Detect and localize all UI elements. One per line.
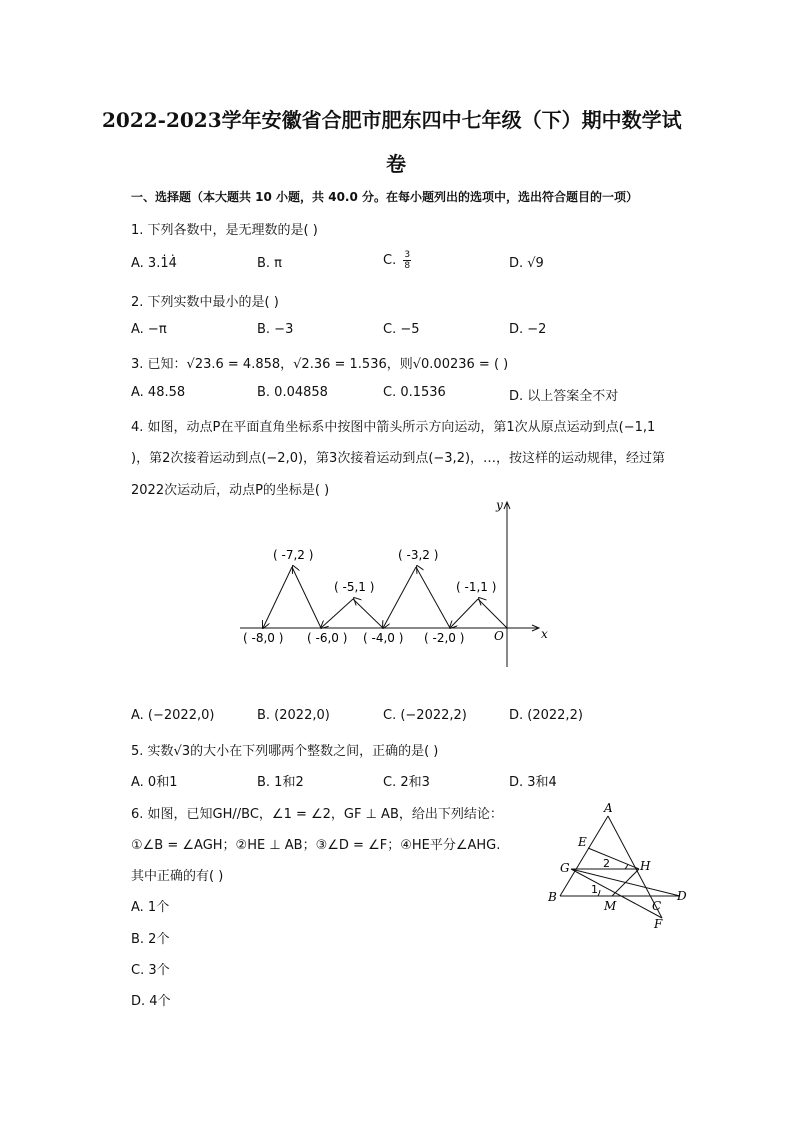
line-HM <box>612 869 639 896</box>
segment-1 <box>478 599 507 628</box>
line-HE <box>588 848 639 869</box>
question-4-line3: 2022次运动后，动点P的坐标是( ) <box>131 483 330 498</box>
segment-4 <box>383 567 416 628</box>
page-title-line1: 2022-2023学年安徽省合肥市肥东四中七年级（下）期中数学试 <box>102 108 682 132</box>
label-point-m1: ( -1,1 ) <box>456 580 497 594</box>
segment-3 <box>416 567 450 628</box>
q4-option-a: A. (−2022,0) <box>131 708 215 723</box>
label-angle-1: 1 <box>591 883 598 896</box>
question-3: 3. 已知：√23.6 = 4.858，√2.36 = 1.536，则√0.00236 = ( ) <box>131 357 509 372</box>
q1-option-c-prefix: C. <box>383 253 397 268</box>
q5-option-d: D. 3和4 <box>509 775 557 790</box>
y-axis-label: y <box>496 498 503 512</box>
label-point-m2: ( -2,0 ) <box>424 631 465 645</box>
section-heading: 一、选择题（本大题共 10 小题，共 40.0 分。在每小题列出的选项中，选出符合题目的一项） <box>131 190 639 204</box>
angle-2-arc <box>625 864 628 869</box>
q4-coordinate-figure <box>230 495 560 675</box>
question-4-line1: 4. 如图，动点P在平面直角坐标系中按图中箭头所示方向运动，第1次从原点运动到点(−1,1 <box>131 420 656 435</box>
q6-option-a: A. 1个 <box>131 900 170 915</box>
q1-option-d: D. √9 <box>509 256 544 271</box>
segment-8 <box>263 567 292 628</box>
arrow-peak-2 <box>417 566 451 627</box>
label-F: F <box>654 917 663 931</box>
line-GF <box>571 869 662 918</box>
label-H: H <box>640 859 651 873</box>
q2-option-d: D. −2 <box>509 322 547 337</box>
segment-6 <box>321 599 353 628</box>
q5-option-b: B. 1和2 <box>257 775 304 790</box>
question-6-line1: 6. 如图，已知GH//BC，∠1 = ∠2，GF ⊥ AB，给出下列结论： <box>131 807 503 822</box>
arrow-peak-4 <box>293 566 322 627</box>
q1-option-a: A. 3.1̇4̇ <box>131 256 177 271</box>
q6-option-d: D. 4个 <box>131 994 171 1009</box>
question-1: 1. 下列各数中，是无理数的是( ) <box>131 223 318 238</box>
q2-option-a: A. −π <box>131 322 167 337</box>
label-point-m4: ( -4,0 ) <box>363 631 404 645</box>
q6-geometry-figure <box>540 800 700 935</box>
segment-7 <box>292 567 321 628</box>
q6-option-c: C. 3个 <box>131 963 170 978</box>
origin-label: O <box>494 629 504 643</box>
q3-option-c: C. 0.1536 <box>383 385 446 400</box>
label-E: E <box>578 835 587 849</box>
question-5: 5. 实数√3的大小在下列哪两个整数之间，正确的是( ) <box>131 744 439 759</box>
question-6-line3: 其中正确的有( ) <box>131 869 224 884</box>
question-2: 2. 下列实数中最小的是( ) <box>131 295 279 310</box>
q3-option-d: D. 以上答案全不对 <box>509 389 619 404</box>
label-B: B <box>548 890 557 904</box>
label-M: M <box>604 899 617 913</box>
q1-option-b: B. π <box>257 256 283 271</box>
label-point-m8: ( -8,0 ) <box>243 631 284 645</box>
q1-option-c <box>383 250 411 271</box>
label-point-m6: ( -6,0 ) <box>307 631 348 645</box>
q2-option-b: B. −3 <box>257 322 294 337</box>
segment-5 <box>353 599 383 628</box>
label-point-m7: ( -7,2 ) <box>273 548 314 562</box>
q3-option-a: A. 48.58 <box>131 385 186 400</box>
label-A: A <box>604 801 613 815</box>
q5-option-a: A. 0和1 <box>131 775 178 790</box>
label-angle-2: 2 <box>603 857 610 870</box>
line-AB <box>560 816 608 896</box>
q6-option-b: B. 2个 <box>131 932 170 947</box>
label-G: G <box>560 861 570 875</box>
question-4-line2: )，第2次接着运动到点(−2,0)，第3次接着运动到点(−3,2)，…，按这样的运动规律，经过第 <box>131 451 666 466</box>
q3-option-b: B. 0.04858 <box>257 385 328 400</box>
question-6-line2: ①∠B = ∠AGH；②HE ⊥ AB；③∠D = ∠F；④HE平分∠AHG. <box>131 838 501 853</box>
q4-option-c: C. (−2022,2) <box>383 708 467 723</box>
segment-2 <box>450 599 478 628</box>
q5-option-c: C. 2和3 <box>383 775 430 790</box>
q4-option-d: D. (2022,2) <box>509 708 583 723</box>
arrow-peak-3 <box>354 598 384 627</box>
q1-fraction-den: 8 <box>404 261 411 271</box>
label-C: C <box>652 899 662 913</box>
label-D: D <box>677 889 687 903</box>
x-axis-label: x <box>541 627 548 641</box>
q1-option-c-fraction <box>403 250 411 271</box>
arrow-peak-1 <box>479 598 508 627</box>
page-title-line2: 卷 <box>386 152 406 176</box>
label-point-m3: ( -3,2 ) <box>398 548 439 562</box>
angle-1-arc <box>598 890 600 896</box>
q2-option-c: C. −5 <box>383 322 420 337</box>
q1-fraction-num: 3 <box>404 250 411 260</box>
q4-option-b: B. (2022,0) <box>257 708 330 723</box>
label-point-m5: ( -5,1 ) <box>334 580 375 594</box>
